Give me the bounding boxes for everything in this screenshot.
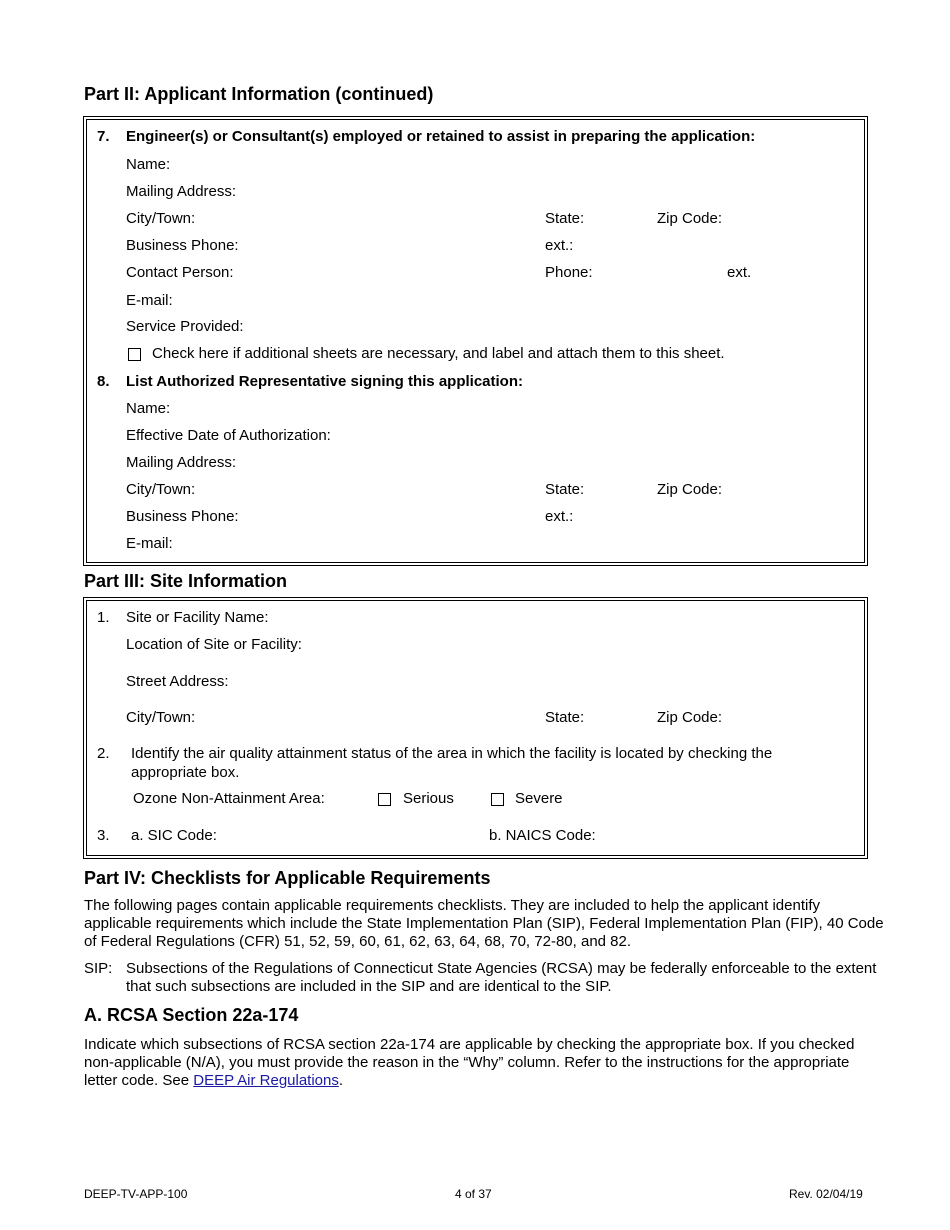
q7-name-label: Name: <box>126 156 171 173</box>
footer-page-number: 4 of 37 <box>455 1187 492 1201</box>
q7-zip-label: Zip Code: <box>657 210 723 227</box>
q8-name-label: Name: <box>126 400 171 417</box>
q7-email-label: E-mail: <box>126 292 173 309</box>
section-a-text <box>84 1036 884 1090</box>
q8-mailing-label: Mailing Address: <box>126 454 237 471</box>
part4-title: Part IV: Checklists for Applicable Requirements <box>84 868 491 888</box>
severe-checkbox[interactable] <box>491 793 504 806</box>
q8-zip-label: Zip Code: <box>657 481 723 498</box>
sip-label: SIP: <box>84 960 113 977</box>
footer-form-id: DEEP-TV-APP-100 <box>84 1187 188 1201</box>
q7-phone-ext-label: ext. <box>727 264 752 281</box>
p3-q2-number: 2. <box>97 745 110 762</box>
additional-sheets-label: Check here if additional sheets are necessary, and label and attach them to this sheet. <box>152 345 725 362</box>
serious-label: Serious <box>403 790 454 807</box>
q7-ext-label: ext.: <box>545 237 574 254</box>
site-name-label: Site or Facility Name: <box>126 609 269 626</box>
footer-revision: Rev. 02/04/19 <box>789 1187 863 1201</box>
site-state-label: State: <box>545 709 585 726</box>
q8-heading: List Authorized Representative signing this application: <box>126 373 523 390</box>
severe-label: Severe <box>515 790 563 807</box>
site-zip-label: Zip Code: <box>657 709 723 726</box>
deep-air-regulations-link[interactable]: DEEP Air Regulations <box>193 1072 339 1089</box>
p3-q1-number: 1. <box>97 609 110 626</box>
site-location-label: Location of Site or Facility: <box>126 636 302 653</box>
q8-email-label: E-mail: <box>126 535 173 552</box>
q7-state-label: State: <box>545 210 585 227</box>
q8-state-label: State: <box>545 481 585 498</box>
q8-ext-label: ext.: <box>545 508 574 525</box>
q7-phone-label: Phone: <box>545 264 593 281</box>
q8-effective-date-label: Effective Date of Authorization: <box>126 427 331 444</box>
part4-intro: The following pages contain applicable requirements checklists. They are included to help the applicant identify applicable requirements which include the State Implementation Plan (SIP), Federal Implementation Plan (FIP), 40 Code of Federal Regulations (CFR) 51, 52, 59, 60, 61, 62, 63, 64, 68, 70, 72-80, and 82. <box>84 897 884 950</box>
attainment-text-line2: appropriate box. <box>131 764 240 781</box>
section-a-end: . <box>338 1072 344 1089</box>
q8-business-phone-label: Business Phone: <box>126 508 239 525</box>
part2-title: Part II: Applicant Information (continued) <box>84 84 434 104</box>
q7-business-phone-label: Business Phone: <box>126 237 239 254</box>
part3-title: Part III: Site Information <box>84 571 288 591</box>
serious-checkbox[interactable] <box>378 793 391 806</box>
p3-q3-number: 3. <box>97 827 110 844</box>
attainment-text-line1: Identify the air quality attainment status of the area in which the facility is located by checking the <box>131 745 773 762</box>
section-a-body: Indicate which subsections of RCSA section 22a-174 are applicable by checking the appropriate box. If you checked non-applicable (N/A), you must provide the reason in the “Why” column. Refer to the instructions for the appropriate letter code. See <box>84 1036 855 1089</box>
q7-contact-label: Contact Person: <box>126 264 234 281</box>
q7-heading: Engineer(s) or Consultant(s) employed or retained to assist in preparing the application: <box>126 128 756 145</box>
site-city-label: City/Town: <box>126 709 196 726</box>
section-a-title: A. RCSA Section 22a-174 <box>84 1005 299 1025</box>
q8-number: 8. <box>97 373 110 390</box>
street-address-label: Street Address: <box>126 673 229 690</box>
additional-sheets-checkbox[interactable] <box>128 348 141 361</box>
q8-city-label: City/Town: <box>126 481 196 498</box>
q7-number: 7. <box>97 128 110 145</box>
sip-text: Subsections of the Regulations of Connecticut State Agencies (RCSA) may be federally enforceable to the extent that such subsections are included in the SIP and are identical to the SIP. <box>126 960 877 995</box>
ozone-label: Ozone Non-Attainment Area: <box>133 790 325 807</box>
sic-code-label: a. SIC Code: <box>131 827 217 844</box>
q7-service-label: Service Provided: <box>126 318 244 335</box>
q7-city-label: City/Town: <box>126 210 196 227</box>
naics-code-label: b. NAICS Code: <box>489 827 596 844</box>
q7-mailing-label: Mailing Address: <box>126 183 237 200</box>
